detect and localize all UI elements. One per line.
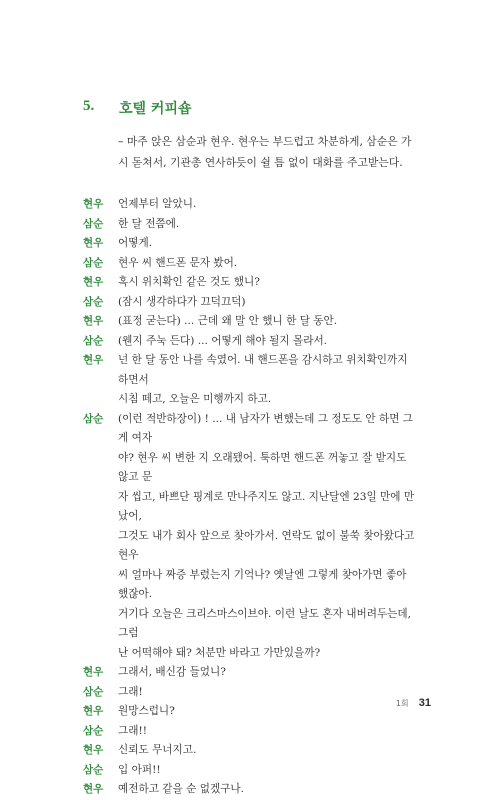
dialogue-line — [83, 722, 415, 742]
dialogue-line — [83, 312, 415, 332]
scene-number: 5. — [83, 98, 95, 114]
speaker-name: 현우 — [83, 315, 104, 327]
page-number: 31 — [418, 697, 431, 709]
dialogue-text: 넌 한 달 동안 나를 속였어. 내 핸드폰을 감시하고 위치확인까지 하면서 시침 떼고, 오늘은 미행까지 하고. — [118, 354, 408, 405]
dialogue-list — [83, 195, 415, 800]
dialogue-line — [83, 332, 415, 352]
dialogue-line — [83, 273, 415, 293]
dialogue-text: 신뢰도 무너지고. — [118, 744, 197, 756]
dialogue-line — [83, 254, 415, 274]
dialogue-text: (표정 굳는다) ... 근데 왜 말 안 했니 한 달 동안. — [118, 315, 338, 327]
speaker-name: 현우 — [83, 783, 104, 795]
speaker-name: 현우 — [83, 744, 104, 756]
speaker-name: 삼순 — [83, 217, 104, 230]
dialogue-text: (웬지 주눅 든다) ... 어떻게 해야 될지 몰라서. — [118, 334, 328, 347]
episode-label: 1회 — [395, 699, 409, 708]
dialogue-line — [83, 780, 415, 800]
dialogue-text: 한 달 전쯤에. — [118, 217, 180, 230]
dialogue-text: 그래서, 배신감 들었니? — [118, 666, 226, 678]
speaker-name: 현우 — [83, 666, 104, 678]
dialogue-line — [83, 761, 415, 781]
speaker-name: 현우 — [83, 198, 104, 210]
dialogue-text: 혹시 위치확인 같은 것도 했니? — [118, 276, 260, 288]
dialogue-line — [83, 234, 415, 254]
speaker-name: 삼순 — [83, 724, 104, 737]
speaker-name: 삼순 — [83, 685, 104, 698]
dialogue-text: (이런 적반하장이) ! ... 내 남자가 변했는데 그 정도도 안 하면 그게 여자 야? 현우 씨 변한 지 오래됐어. 툭하면 핸드폰 꺼놓고 잘 받지도 않고 문 자 씹고, 바쁘단 핑계로 만나주지도 않고. 지난달엔 23일 만에 만났어, 그것도 내가 회사 앞으로 찾아가서. 연락도 없이 불쑥 찾아왔다고 현우 씨 얼마나 짜증 부렸는지 기억나? 옛날엔 그렇게 찾아가면 좋아했잖아. 거기다 오늘은 크리스마스이브야. 이런 날도 혼자 내버려두는데, 그럼 난 어떡해야 돼? 처분만 바라고 가만있을까? — [118, 412, 415, 659]
dialogue-text: 현우 씨 핸드폰 문자 봤어. — [118, 256, 238, 269]
dialogue-text: 어떻게. — [118, 237, 153, 249]
speaker-name: 현우 — [83, 276, 104, 288]
scene-title: 호텔 커피숍 — [119, 101, 192, 117]
page-footer — [396, 691, 431, 710]
dialogue-line — [83, 410, 415, 664]
speaker-name: 현우 — [83, 354, 104, 366]
speaker-name: 삼순 — [83, 295, 104, 308]
dialogue-line — [83, 351, 415, 410]
speaker-name: 현우 — [83, 237, 104, 249]
speaker-name: 삼순 — [83, 334, 104, 347]
dialogue-line — [83, 293, 415, 313]
speaker-name: 삼순 — [83, 763, 104, 776]
dialogue-line — [83, 195, 415, 215]
dialogue-line — [83, 702, 415, 722]
stage-direction: – 마주 앉은 삼순과 현우. 현우는 부드럽고 차분하게, 삼순은 가시 돋쳐서, 기관총 연사하듯이 쉴 틈 없이 대화를 주고받는다. — [118, 135, 412, 169]
speaker-name: 삼순 — [83, 256, 104, 269]
dialogue-text: 예전하고 같을 순 없겠구나. — [118, 783, 245, 795]
dialogue-text: 그래!! — [118, 724, 147, 737]
dialogue-line — [83, 663, 415, 683]
dialogue-line — [83, 741, 415, 761]
dialogue-text: 언제부터 알았니. — [118, 198, 197, 210]
dialogue-text: (잠시 생각하다가 끄덕끄덕) — [118, 295, 246, 308]
dialogue-line — [83, 215, 415, 235]
dialogue-line — [83, 683, 415, 703]
speaker-name: 현우 — [83, 705, 104, 717]
speaker-name: 삼순 — [83, 412, 104, 425]
dialogue-text: 원망스럽니? — [118, 705, 175, 717]
dialogue-text: 그래! — [118, 685, 143, 698]
dialogue-text: 입 아퍼!! — [118, 763, 161, 776]
